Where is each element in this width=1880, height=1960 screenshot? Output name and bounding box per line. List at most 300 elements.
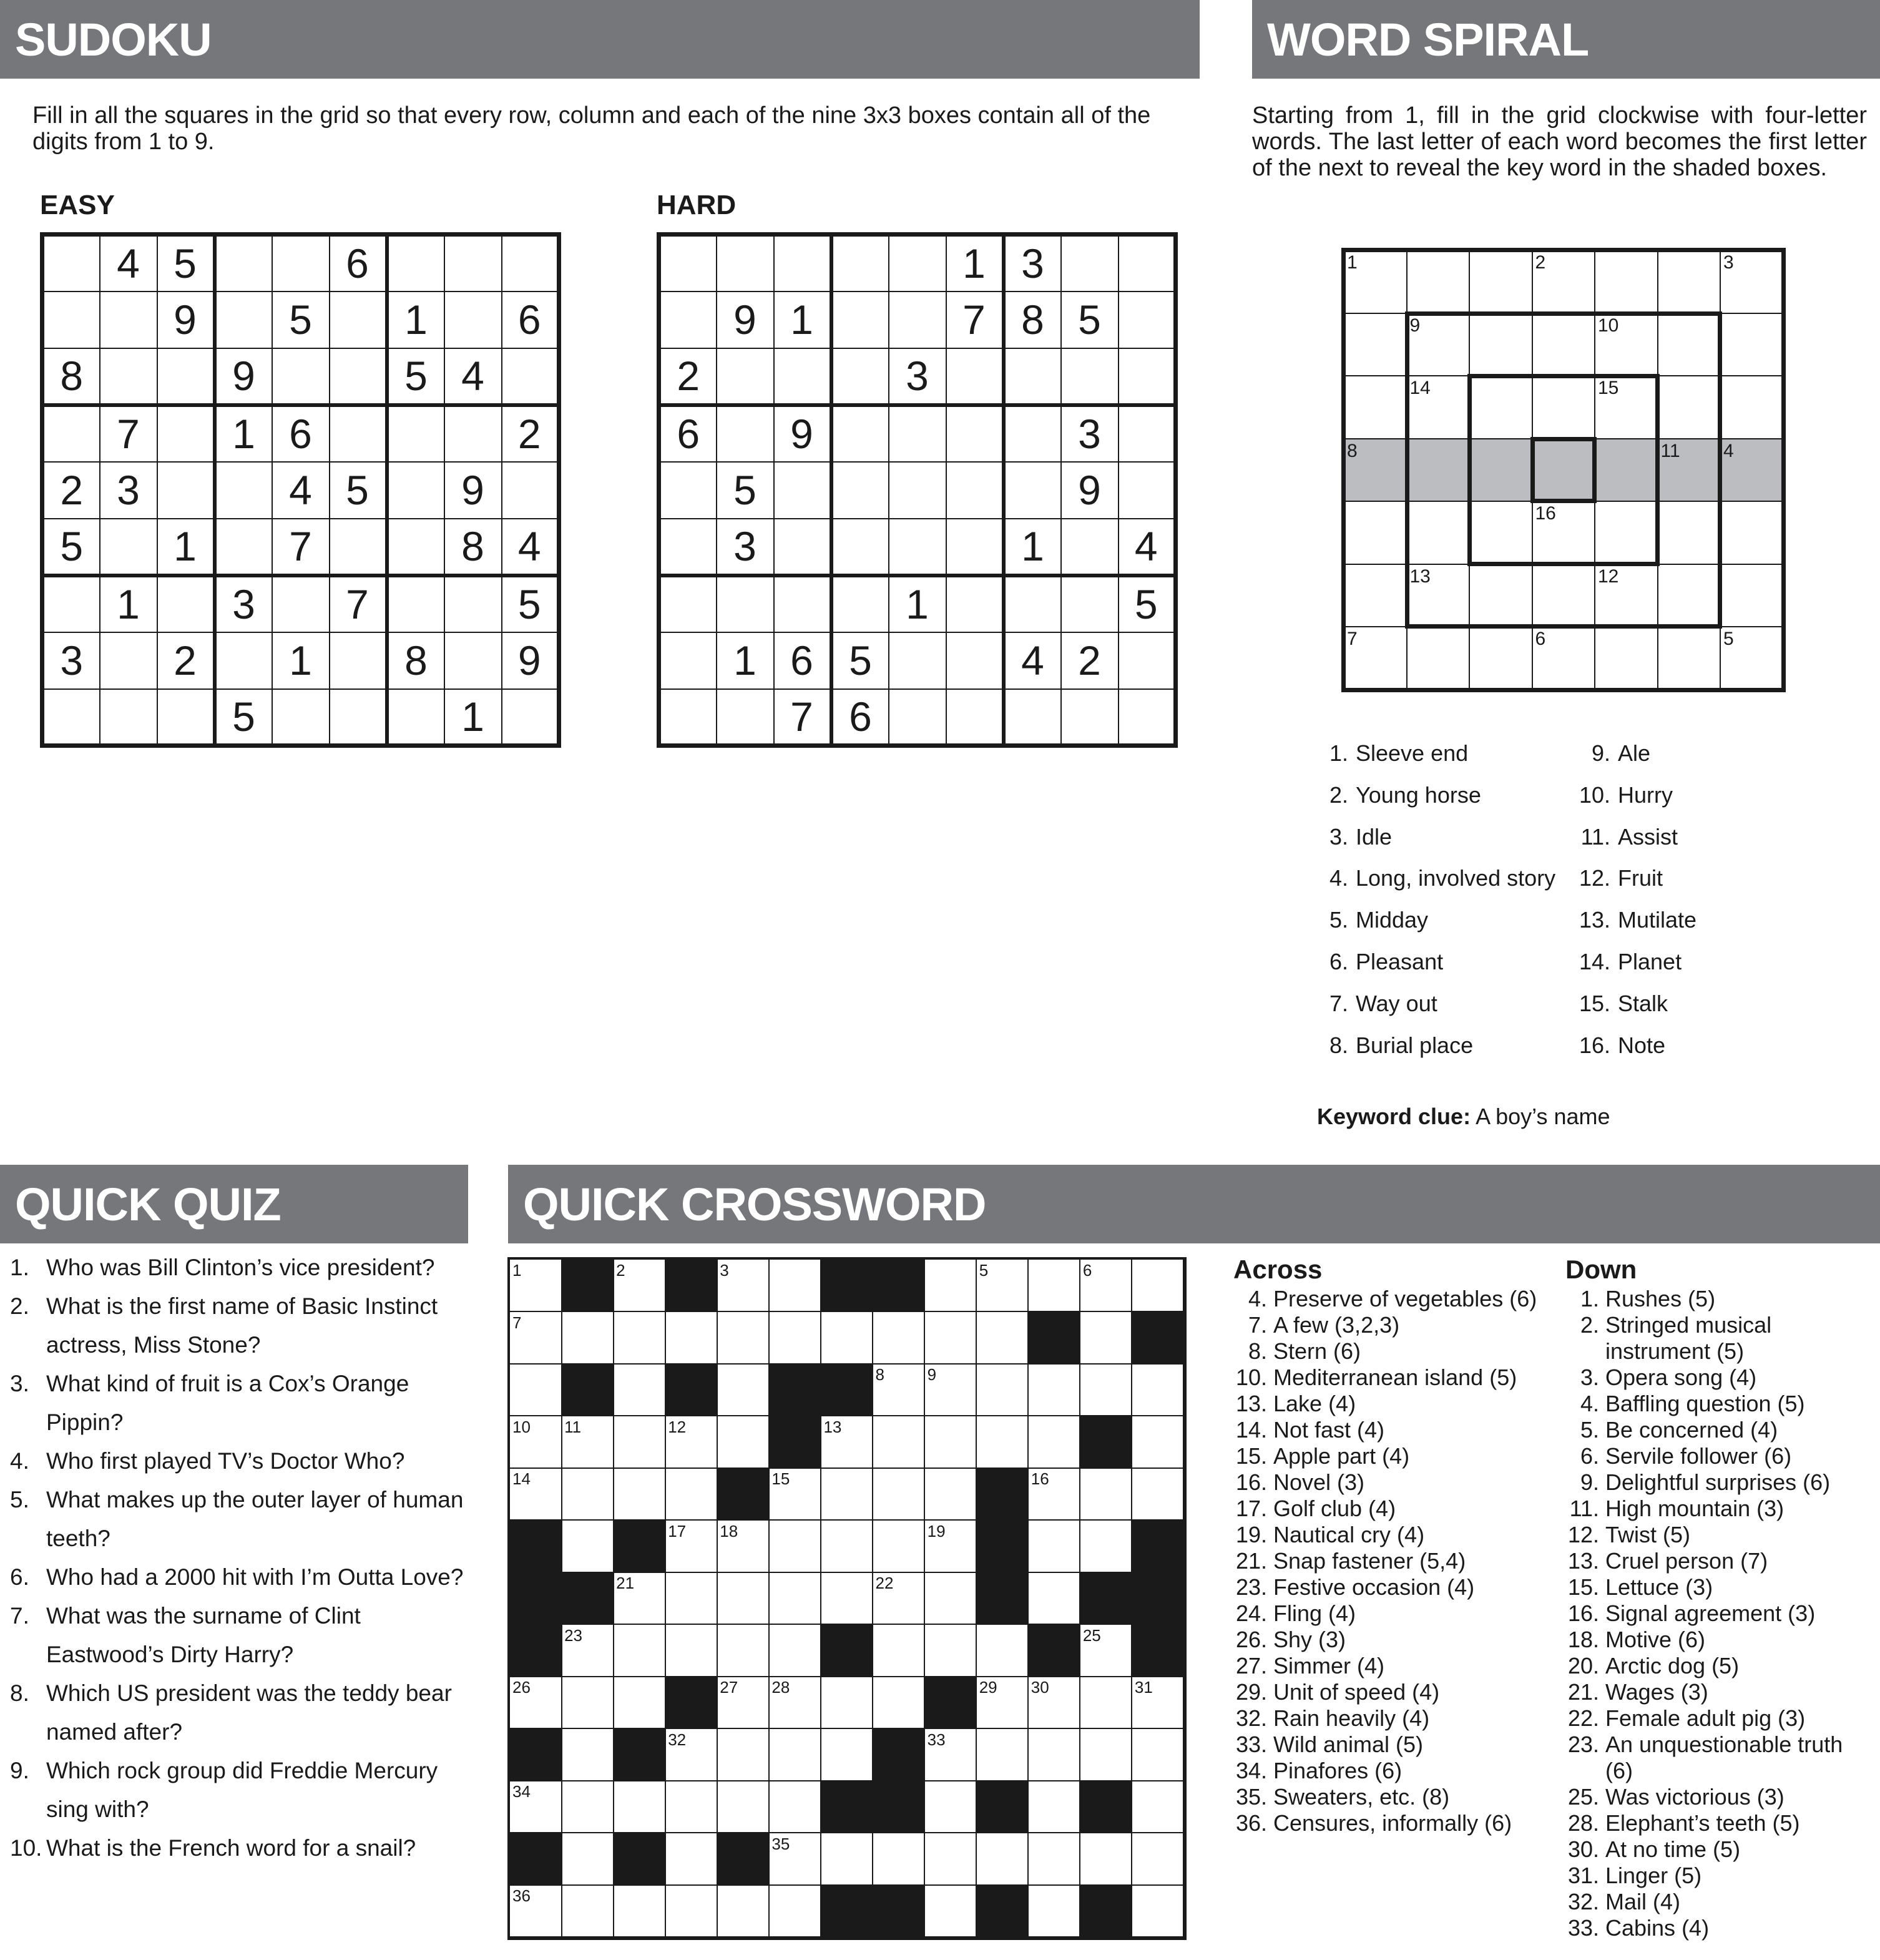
crossword-cell[interactable] (821, 1729, 873, 1781)
easy-cell[interactable] (157, 462, 215, 519)
spiral-cell[interactable] (1469, 375, 1533, 439)
hard-cell[interactable] (889, 235, 946, 292)
down-clue-text: Baffling question (5) (1605, 1391, 1805, 1416)
crossword-cell[interactable] (1029, 1572, 1081, 1625)
spiral-cell[interactable] (1532, 313, 1596, 377)
easy-cell[interactable] (387, 519, 444, 576)
easy-cell[interactable] (387, 405, 444, 462)
crossword-cell[interactable] (717, 1885, 770, 1938)
spiral-cell[interactable] (1532, 438, 1596, 502)
spiral-cell[interactable] (1657, 626, 1721, 690)
easy-cell[interactable]: 7 (100, 405, 157, 462)
easy-cell[interactable]: 6 (272, 405, 330, 462)
easy-cell[interactable] (272, 689, 330, 746)
easy-cell[interactable] (42, 292, 100, 348)
crossword-cell[interactable] (873, 1312, 926, 1365)
spiral-cell[interactable] (1657, 564, 1721, 628)
spiral-cell[interactable] (1469, 626, 1533, 690)
easy-cell[interactable] (215, 632, 272, 689)
hard-cell[interactable]: 2 (1061, 632, 1119, 689)
hard-cell[interactable] (831, 348, 889, 405)
easy-cell[interactable]: 3 (215, 576, 272, 632)
across-clue-text: Festive occasion (4) (1273, 1574, 1475, 1600)
hard-cell[interactable]: 3 (717, 519, 774, 576)
easy-cell[interactable] (100, 519, 157, 576)
easy-cell[interactable]: 5 (272, 292, 330, 348)
crossword-cell[interactable] (821, 1468, 873, 1521)
easy-cell[interactable] (100, 348, 157, 405)
spiral-cell[interactable] (1406, 501, 1471, 565)
easy-cell[interactable] (387, 576, 444, 632)
easy-cell[interactable] (502, 462, 559, 519)
hard-cell[interactable] (717, 235, 774, 292)
spiral-cell[interactable] (1469, 438, 1533, 502)
crossword-cell[interactable] (1080, 1521, 1133, 1573)
easy-cell[interactable]: 5 (502, 576, 559, 632)
hard-cell[interactable] (1119, 632, 1176, 689)
easy-cell[interactable] (444, 576, 502, 632)
crossword-cell[interactable] (717, 1416, 770, 1469)
hard-cell[interactable] (1119, 235, 1176, 292)
crossword-cell[interactable] (1029, 1729, 1081, 1781)
hard-cell[interactable] (659, 519, 717, 576)
hard-cell[interactable]: 6 (659, 405, 717, 462)
easy-cell[interactable] (444, 405, 502, 462)
easy-cell[interactable]: 5 (387, 348, 444, 405)
crossword-cell[interactable] (821, 1521, 873, 1573)
easy-cell[interactable]: 1 (215, 405, 272, 462)
crossword-cell[interactable] (1132, 1416, 1185, 1469)
crossword-cell[interactable] (614, 1677, 666, 1729)
crossword-cell[interactable] (562, 1833, 614, 1886)
hard-cell[interactable] (659, 292, 717, 348)
crossword-cell[interactable] (1080, 1312, 1133, 1365)
crossword-cell[interactable] (977, 1729, 1029, 1781)
crossword-cell[interactable] (977, 1625, 1029, 1677)
easy-cell[interactable] (215, 462, 272, 519)
hard-cell[interactable] (774, 348, 831, 405)
easy-cell[interactable] (502, 235, 559, 292)
easy-cell[interactable]: 6 (502, 292, 559, 348)
easy-cell[interactable]: 9 (157, 292, 215, 348)
crossword-cell[interactable] (769, 1729, 821, 1781)
easy-cell[interactable] (42, 235, 100, 292)
crossword-cell[interactable] (562, 1729, 614, 1781)
easy-cell[interactable]: 9 (215, 348, 272, 405)
hard-cell[interactable] (717, 689, 774, 746)
easy-cell[interactable]: 3 (100, 462, 157, 519)
crossword-cell[interactable] (665, 1572, 718, 1625)
crossword-cell[interactable] (614, 1312, 666, 1365)
crossword-cell[interactable] (1132, 1781, 1185, 1833)
hard-cell[interactable]: 3 (1061, 405, 1119, 462)
crossword-cell[interactable] (614, 1468, 666, 1521)
hard-cell[interactable]: 5 (1061, 292, 1119, 348)
hard-cell[interactable] (1061, 576, 1119, 632)
hard-cell[interactable] (1004, 462, 1061, 519)
easy-cell[interactable] (42, 689, 100, 746)
crossword-cell[interactable] (1080, 1729, 1133, 1781)
easy-cell[interactable] (502, 348, 559, 405)
spiral-cell[interactable] (1720, 375, 1784, 439)
hard-cell[interactable]: 4 (1004, 632, 1061, 689)
easy-cell[interactable] (330, 405, 387, 462)
crossword-cell[interactable] (614, 1364, 666, 1416)
hard-cell[interactable]: 4 (1119, 519, 1176, 576)
spiral-cell[interactable] (1657, 250, 1721, 314)
hard-cell[interactable]: 6 (774, 632, 831, 689)
easy-cell[interactable]: 9 (502, 632, 559, 689)
crossword-block (821, 1885, 873, 1938)
spiral-cell[interactable] (1720, 501, 1784, 565)
easy-cell[interactable] (100, 292, 157, 348)
hard-cell[interactable] (1004, 405, 1061, 462)
crossword-cell[interactable] (1029, 1416, 1081, 1469)
easy-cell[interactable] (272, 348, 330, 405)
easy-cell[interactable]: 8 (444, 519, 502, 576)
easy-cell[interactable]: 5 (330, 462, 387, 519)
hard-cell[interactable]: 1 (774, 292, 831, 348)
hard-row (659, 632, 1176, 689)
crossword-cell[interactable] (1080, 1677, 1133, 1729)
crossword-cell[interactable] (717, 1781, 770, 1833)
hard-cell[interactable] (659, 576, 717, 632)
hard-cell[interactable] (1004, 689, 1061, 746)
crossword-cell[interactable] (562, 1312, 614, 1365)
crossword-cell[interactable] (562, 1521, 614, 1573)
hard-cell[interactable] (1061, 348, 1119, 405)
easy-cell[interactable] (444, 292, 502, 348)
easy-cell[interactable]: 6 (330, 235, 387, 292)
crossword-cell[interactable] (821, 1312, 873, 1365)
hard-cell[interactable] (831, 405, 889, 462)
crossword-cell[interactable] (873, 1521, 926, 1573)
easy-cell[interactable] (215, 292, 272, 348)
easy-cell[interactable] (215, 235, 272, 292)
easy-cell[interactable]: 1 (100, 576, 157, 632)
hard-cell[interactable]: 5 (831, 632, 889, 689)
crossword-cell[interactable] (977, 1833, 1029, 1886)
hard-cell[interactable]: 9 (1061, 462, 1119, 519)
crossword-cell[interactable] (562, 1885, 614, 1938)
crossword-cell[interactable] (925, 1885, 977, 1938)
easy-cell[interactable] (272, 576, 330, 632)
spiral-cell[interactable] (1406, 626, 1471, 690)
hard-cell[interactable] (1119, 292, 1176, 348)
crossword-cell[interactable] (769, 1885, 821, 1938)
easy-cell[interactable] (157, 405, 215, 462)
crossword-cell[interactable] (925, 1833, 977, 1886)
spiral-cell[interactable] (1657, 375, 1721, 439)
crossword-cell[interactable] (1080, 1833, 1133, 1886)
spiral-cell[interactable] (1469, 501, 1533, 565)
spiral-cell[interactable] (1469, 564, 1533, 628)
hard-cell[interactable] (889, 405, 946, 462)
crossword-cell[interactable] (717, 1572, 770, 1625)
easy-cell[interactable]: 7 (272, 519, 330, 576)
hard-cell[interactable] (1061, 235, 1119, 292)
easy-cell[interactable] (330, 348, 387, 405)
crossword-cell[interactable] (873, 1468, 926, 1521)
crossword-cell[interactable] (562, 1677, 614, 1729)
easy-cell[interactable]: 2 (157, 632, 215, 689)
easy-cell[interactable] (330, 292, 387, 348)
crossword-cell[interactable] (873, 1677, 926, 1729)
easy-cell[interactable]: 4 (272, 462, 330, 519)
crossword-cell[interactable] (1029, 1885, 1081, 1938)
hard-cell[interactable] (946, 689, 1004, 746)
crossword-block (1080, 1885, 1133, 1938)
easy-cell[interactable] (330, 632, 387, 689)
crossword-cell[interactable] (1132, 1885, 1185, 1938)
spiral-cell[interactable] (1594, 501, 1658, 565)
crossword-number: 32 (668, 1730, 687, 1749)
crossword-cell[interactable] (925, 1625, 977, 1677)
easy-cell[interactable]: 5 (157, 235, 215, 292)
hard-cell[interactable] (774, 519, 831, 576)
crossword-cell[interactable] (977, 1312, 1029, 1365)
crossword-cell[interactable] (925, 1312, 977, 1365)
hard-cell[interactable] (1004, 348, 1061, 405)
easy-cell[interactable]: 2 (42, 462, 100, 519)
hard-cell[interactable] (717, 405, 774, 462)
hard-cell[interactable] (831, 235, 889, 292)
hard-cell[interactable]: 1 (889, 576, 946, 632)
easy-cell[interactable] (444, 632, 502, 689)
crossword-cell[interactable] (873, 1416, 926, 1469)
crossword-cell[interactable] (769, 1625, 821, 1677)
spiral-cell[interactable] (1469, 250, 1533, 314)
crossword-cell[interactable] (1080, 1468, 1133, 1521)
hard-cell[interactable] (831, 292, 889, 348)
crossword-cell[interactable] (925, 1468, 977, 1521)
easy-cell[interactable] (330, 519, 387, 576)
hard-cell[interactable]: 3 (889, 348, 946, 405)
crossword-cell[interactable] (717, 1312, 770, 1365)
hard-cell[interactable] (889, 292, 946, 348)
hard-cell[interactable] (659, 632, 717, 689)
easy-row (42, 576, 559, 632)
crossword-cell[interactable] (1029, 1833, 1081, 1886)
crossword-cell[interactable] (614, 1781, 666, 1833)
spiral-cell[interactable] (1720, 564, 1784, 628)
spiral-cell[interactable] (1657, 313, 1721, 377)
spiral-cell[interactable] (1343, 564, 1408, 628)
hard-cell[interactable] (659, 235, 717, 292)
hard-cell[interactable]: 9 (774, 405, 831, 462)
crossword-cell[interactable] (1132, 1260, 1185, 1312)
crossword-cell[interactable] (1029, 1364, 1081, 1416)
crossword-cell[interactable] (665, 1833, 718, 1886)
spiral-cell[interactable] (1532, 375, 1596, 439)
crossword-cell[interactable] (769, 1521, 821, 1573)
spiral-cell[interactable] (1532, 564, 1596, 628)
hard-cell[interactable] (946, 405, 1004, 462)
crossword-cell[interactable] (1132, 1468, 1185, 1521)
crossword-cell[interactable] (769, 1781, 821, 1833)
easy-cell[interactable] (330, 689, 387, 746)
hard-cell[interactable]: 1 (717, 632, 774, 689)
hard-cell[interactable] (774, 235, 831, 292)
spiral-cell[interactable] (1657, 501, 1721, 565)
crossword-cell[interactable] (665, 1625, 718, 1677)
crossword-cell[interactable] (821, 1833, 873, 1886)
crossword-cell[interactable] (562, 1468, 614, 1521)
easy-cell[interactable] (100, 689, 157, 746)
crossword-block (1080, 1572, 1133, 1625)
hard-cell[interactable] (946, 519, 1004, 576)
easy-cell[interactable]: 1 (272, 632, 330, 689)
crossword-cell[interactable] (717, 1364, 770, 1416)
hard-cell[interactable] (889, 519, 946, 576)
spiral-cell[interactable] (1406, 250, 1471, 314)
crossword-cell[interactable] (873, 1625, 926, 1677)
hard-cell[interactable] (946, 348, 1004, 405)
hard-cell[interactable] (659, 462, 717, 519)
hard-cell[interactable]: 7 (774, 689, 831, 746)
hard-cell[interactable] (1119, 462, 1176, 519)
spiral-cell[interactable] (1343, 313, 1408, 377)
spiral-cell[interactable] (1594, 438, 1658, 502)
hard-cell[interactable] (717, 576, 774, 632)
hard-cell[interactable] (1061, 689, 1119, 746)
crossword-cell[interactable] (614, 1885, 666, 1938)
quiz-question-text: Who was Bill Clinton’s vice president? (46, 1255, 435, 1280)
easy-cell[interactable] (387, 689, 444, 746)
easy-cell[interactable]: 3 (42, 632, 100, 689)
easy-cell[interactable] (157, 576, 215, 632)
hard-cell[interactable] (946, 462, 1004, 519)
crossword-cell[interactable] (1029, 1781, 1081, 1833)
hard-cell[interactable] (889, 462, 946, 519)
crossword-cell[interactable] (769, 1260, 821, 1312)
hard-cell[interactable] (946, 576, 1004, 632)
hard-cell[interactable]: 6 (831, 689, 889, 746)
easy-cell[interactable]: 4 (502, 519, 559, 576)
crossword-cell[interactable] (717, 1625, 770, 1677)
spiral-cell[interactable] (1343, 501, 1408, 565)
spiral-cell[interactable] (1594, 250, 1658, 314)
crossword-cell[interactable] (1080, 1364, 1133, 1416)
easy-cell[interactable]: 1 (444, 689, 502, 746)
crossword-number: 25 (1082, 1625, 1101, 1645)
crossword-cell[interactable] (821, 1572, 873, 1625)
easy-cell[interactable] (215, 519, 272, 576)
hard-cell[interactable]: 9 (717, 292, 774, 348)
hard-cell[interactable] (831, 576, 889, 632)
hard-cell[interactable] (1119, 405, 1176, 462)
easy-cell[interactable]: 5 (215, 689, 272, 746)
easy-cell[interactable] (42, 405, 100, 462)
hard-cell[interactable] (1061, 519, 1119, 576)
hard-cell[interactable] (717, 348, 774, 405)
crossword-cell[interactable] (1132, 1833, 1185, 1886)
crossword-cell[interactable] (614, 1416, 666, 1469)
crossword-number: 28 (771, 1678, 790, 1697)
spiral-cell[interactable] (1406, 438, 1471, 502)
spiral-cell[interactable] (1469, 313, 1533, 377)
crossword-cell[interactable] (925, 1416, 977, 1469)
easy-cell[interactable]: 1 (157, 519, 215, 576)
spiral-cell[interactable] (1594, 626, 1658, 690)
crossword-cell[interactable] (1029, 1260, 1081, 1312)
easy-cell[interactable]: 7 (330, 576, 387, 632)
easy-cell[interactable] (502, 689, 559, 746)
hard-cell[interactable]: 7 (946, 292, 1004, 348)
hard-cell[interactable] (659, 689, 717, 746)
hard-cell[interactable] (946, 632, 1004, 689)
easy-cell[interactable] (157, 689, 215, 746)
hard-cell[interactable] (889, 632, 946, 689)
spiral-cell[interactable] (1720, 313, 1784, 377)
easy-cell[interactable] (444, 235, 502, 292)
spiral-cell[interactable] (1343, 375, 1408, 439)
hard-cell[interactable] (1004, 576, 1061, 632)
easy-cell[interactable] (42, 576, 100, 632)
crossword-cell[interactable] (925, 1572, 977, 1625)
easy-cell[interactable]: 5 (42, 519, 100, 576)
hard-cell[interactable] (831, 462, 889, 519)
easy-cell[interactable] (387, 235, 444, 292)
crossword-cell[interactable] (977, 1364, 1029, 1416)
crossword-cell[interactable] (614, 1625, 666, 1677)
hard-cell[interactable]: 1 (946, 235, 1004, 292)
crossword-cell[interactable] (873, 1833, 926, 1886)
crossword-cell[interactable] (562, 1781, 614, 1833)
crossword-cell[interactable] (510, 1364, 562, 1416)
crossword-cell[interactable] (717, 1729, 770, 1781)
hard-cell[interactable]: 2 (659, 348, 717, 405)
hard-cell[interactable] (1119, 348, 1176, 405)
hard-cell[interactable] (1119, 689, 1176, 746)
hard-cell[interactable] (889, 689, 946, 746)
easy-cell[interactable] (272, 235, 330, 292)
crossword-cell[interactable] (1029, 1521, 1081, 1573)
easy-cell[interactable] (387, 462, 444, 519)
easy-cell[interactable]: 8 (387, 632, 444, 689)
crossword-cell[interactable] (977, 1416, 1029, 1469)
crossword-cell[interactable] (665, 1885, 718, 1938)
easy-cell[interactable]: 4 (444, 348, 502, 405)
hard-cell[interactable] (831, 519, 889, 576)
crossword-cell[interactable] (769, 1572, 821, 1625)
crossword-cell[interactable] (1132, 1364, 1185, 1416)
hard-cell[interactable]: 1 (1004, 519, 1061, 576)
crossword-cell[interactable] (665, 1468, 718, 1521)
hard-cell[interactable] (774, 576, 831, 632)
easy-cell[interactable]: 4 (100, 235, 157, 292)
easy-cell[interactable]: 2 (502, 405, 559, 462)
easy-cell[interactable]: 9 (444, 462, 502, 519)
crossword-cell[interactable] (925, 1260, 977, 1312)
easy-cell[interactable] (100, 632, 157, 689)
hard-cell[interactable]: 8 (1004, 292, 1061, 348)
crossword-cell[interactable] (821, 1677, 873, 1729)
crossword-cell[interactable] (665, 1781, 718, 1833)
easy-cell[interactable]: 1 (387, 292, 444, 348)
crossword-cell[interactable] (665, 1312, 718, 1365)
crossword-cell[interactable] (769, 1312, 821, 1365)
crossword-cell[interactable] (925, 1781, 977, 1833)
easy-cell[interactable]: 8 (42, 348, 100, 405)
crossword-cell[interactable] (1132, 1729, 1185, 1781)
crossword-block (1029, 1625, 1081, 1677)
hard-cell[interactable]: 3 (1004, 235, 1061, 292)
easy-cell[interactable] (157, 348, 215, 405)
hard-cell[interactable] (774, 462, 831, 519)
hard-cell[interactable]: 5 (1119, 576, 1176, 632)
hard-cell[interactable]: 5 (717, 462, 774, 519)
